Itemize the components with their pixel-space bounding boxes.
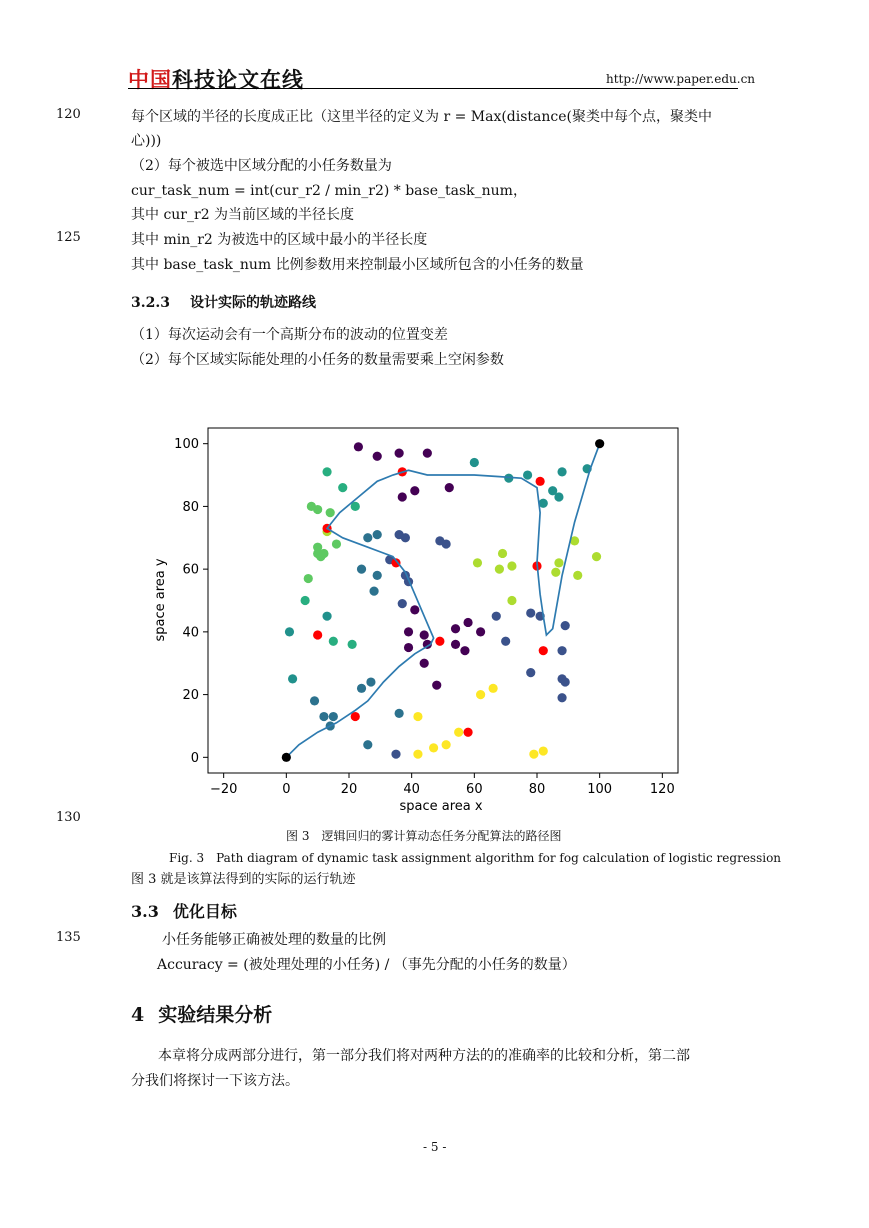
data-point (410, 605, 419, 614)
data-point (304, 574, 313, 583)
data-point (319, 712, 328, 721)
formula-line: Accuracy = (被处理处理的小任务) / （事先分配的小任务的数量） (157, 957, 576, 973)
paragraph-line: 图 3 就是该算法得到的实际的运行轨迹 (131, 872, 356, 887)
data-point (369, 586, 378, 595)
data-point (498, 549, 507, 558)
data-point (507, 596, 516, 605)
data-point (404, 643, 413, 652)
data-point (557, 646, 566, 655)
y-tick-label: 80 (182, 499, 199, 515)
data-point (451, 624, 460, 633)
data-point (348, 640, 357, 649)
data-point (476, 690, 485, 699)
selected-point (536, 477, 545, 486)
data-point (573, 571, 582, 580)
data-point (322, 467, 331, 476)
header-rule (128, 88, 738, 89)
data-point (404, 627, 413, 636)
data-point (354, 442, 363, 451)
data-point (442, 539, 451, 548)
data-point (554, 492, 563, 501)
data-point (398, 599, 407, 608)
data-point (332, 539, 341, 548)
data-point (501, 637, 510, 646)
data-point (463, 618, 472, 627)
data-point (592, 552, 601, 561)
data-point (420, 659, 429, 668)
section-heading-4: 4 实验结果分析 (131, 1004, 273, 1026)
header-url[interactable]: http://www.paper.edu.cn (606, 72, 756, 86)
data-point (557, 693, 566, 702)
data-point (357, 565, 366, 574)
x-tick-label: −20 (209, 782, 238, 797)
paragraph-line: （2）每个被选中区域分配的小任务数量为 (131, 158, 392, 174)
data-point (310, 696, 319, 705)
selected-point (539, 646, 548, 655)
data-point (489, 684, 498, 693)
paragraph-line: 其中 base_task_num 比例参数用来控制最小区域所包含的小任务的数量 (131, 257, 584, 273)
paragraph-line: 心))) (131, 133, 162, 149)
y-tick-label: 40 (182, 625, 199, 641)
y-tick-label: 20 (182, 688, 199, 704)
data-point (507, 561, 516, 570)
data-point (529, 750, 538, 759)
paragraph-line: 其中 min_r2 为被选中的区域中最小的半径长度 (131, 232, 428, 248)
x-axis-ticks (210, 773, 675, 797)
x-tick-label: 100 (587, 782, 613, 797)
data-point (551, 568, 560, 577)
data-point (410, 486, 419, 495)
data-point (476, 627, 485, 636)
line-number-135: 135 (56, 930, 81, 945)
data-point (445, 483, 454, 492)
data-point (395, 448, 404, 457)
data-point (391, 750, 400, 759)
selected-point (313, 630, 322, 639)
section-heading-3-3: 3.3 优化目标 (131, 902, 237, 921)
data-point (285, 627, 294, 636)
data-point (357, 684, 366, 693)
path-scatter-chart (150, 418, 710, 818)
data-point (557, 467, 566, 476)
paragraph-line: 每个区域的半径的长度成正比（这里半径的定义为 r = Max(distance(聚类中每个点，聚类中 (131, 109, 713, 125)
data-point (366, 677, 375, 686)
data-point (373, 452, 382, 461)
data-point (495, 565, 504, 574)
data-point (554, 558, 563, 567)
data-point (319, 549, 328, 558)
data-point (432, 681, 441, 690)
y-tick-label: 0 (190, 750, 199, 766)
data-point (454, 728, 463, 737)
x-tick-label: 20 (340, 782, 358, 797)
subsection-heading-3-2-3: 3.2.3 设计实际的轨迹路线 (131, 295, 316, 311)
line-number-125: 125 (56, 230, 81, 245)
y-axis-ticks (174, 437, 208, 766)
page-number: - 5 - (423, 1140, 447, 1154)
x-tick-label: 60 (466, 782, 483, 797)
data-point (313, 505, 322, 514)
figure-caption-cn: 图 3 逻辑回归的雾计算动态任务分配算法的路径图 (286, 829, 562, 843)
data-point (322, 612, 331, 621)
data-point (451, 640, 460, 649)
data-point (470, 458, 479, 467)
y-tick-label: 60 (182, 562, 199, 578)
paragraph-line: （2）每个区域实际能处理的小任务的数量需要乘上空闲参数 (131, 352, 504, 368)
y-axis-label: space area y (153, 558, 168, 642)
data-point (326, 508, 335, 517)
data-point (561, 621, 570, 630)
plot-area (208, 428, 678, 773)
data-point (492, 612, 501, 621)
data-point (373, 571, 382, 580)
figure-caption-en: Fig. 3 Path diagram of dynamic task assignment algorithm for fog calculation of logistic regression (169, 851, 782, 865)
selected-point (435, 637, 444, 646)
data-point (288, 674, 297, 683)
data-point (413, 712, 422, 721)
data-point (338, 483, 347, 492)
journal-logo: 中国科技论文在线 (128, 68, 304, 92)
data-point (526, 668, 535, 677)
data-point (423, 448, 432, 457)
data-point (401, 533, 410, 542)
selected-point (463, 728, 472, 737)
data-point (473, 558, 482, 567)
paragraph-line: 分我们将探讨一下该方法。 (131, 1073, 299, 1089)
data-point (301, 596, 310, 605)
paragraph-line: 本章将分成两部分进行，第一部分我们将对两种方法的的准确率的比较和分析，第二部 (158, 1048, 690, 1064)
data-point (395, 709, 404, 718)
line-number-120: 120 (56, 107, 81, 122)
data-point (420, 630, 429, 639)
data-point (329, 712, 338, 721)
y-tick-label: 100 (174, 437, 199, 453)
paragraph-line: （1）每次运动会有一个高斯分布的波动的位置变差 (131, 327, 448, 343)
data-point (460, 646, 469, 655)
x-axis-label: space area x (399, 799, 483, 814)
endpoint-marker (595, 439, 604, 448)
endpoint-marker (282, 753, 291, 762)
data-point (526, 608, 535, 617)
x-tick-label: 0 (282, 782, 291, 797)
data-point (539, 746, 548, 755)
data-point (363, 533, 372, 542)
data-point (523, 470, 532, 479)
line-number-130: 130 (56, 810, 81, 825)
x-tick-label: 120 (649, 782, 675, 797)
data-point (429, 743, 438, 752)
paragraph-line: 小任务能够正确被处理的数量的比例 (162, 932, 386, 948)
x-tick-label: 80 (528, 782, 546, 797)
data-point (373, 530, 382, 539)
data-point (413, 750, 422, 759)
data-point (363, 740, 372, 749)
x-tick-label: 40 (403, 782, 420, 797)
paragraph-line: 其中 cur_r2 为当前区域的半径长度 (131, 207, 355, 223)
formula-line: cur_task_num = int(cur_r2 / min_r2) * base_task_num， (131, 183, 527, 199)
data-point (442, 740, 451, 749)
data-point (329, 637, 338, 646)
data-point (561, 677, 570, 686)
data-point (398, 492, 407, 501)
